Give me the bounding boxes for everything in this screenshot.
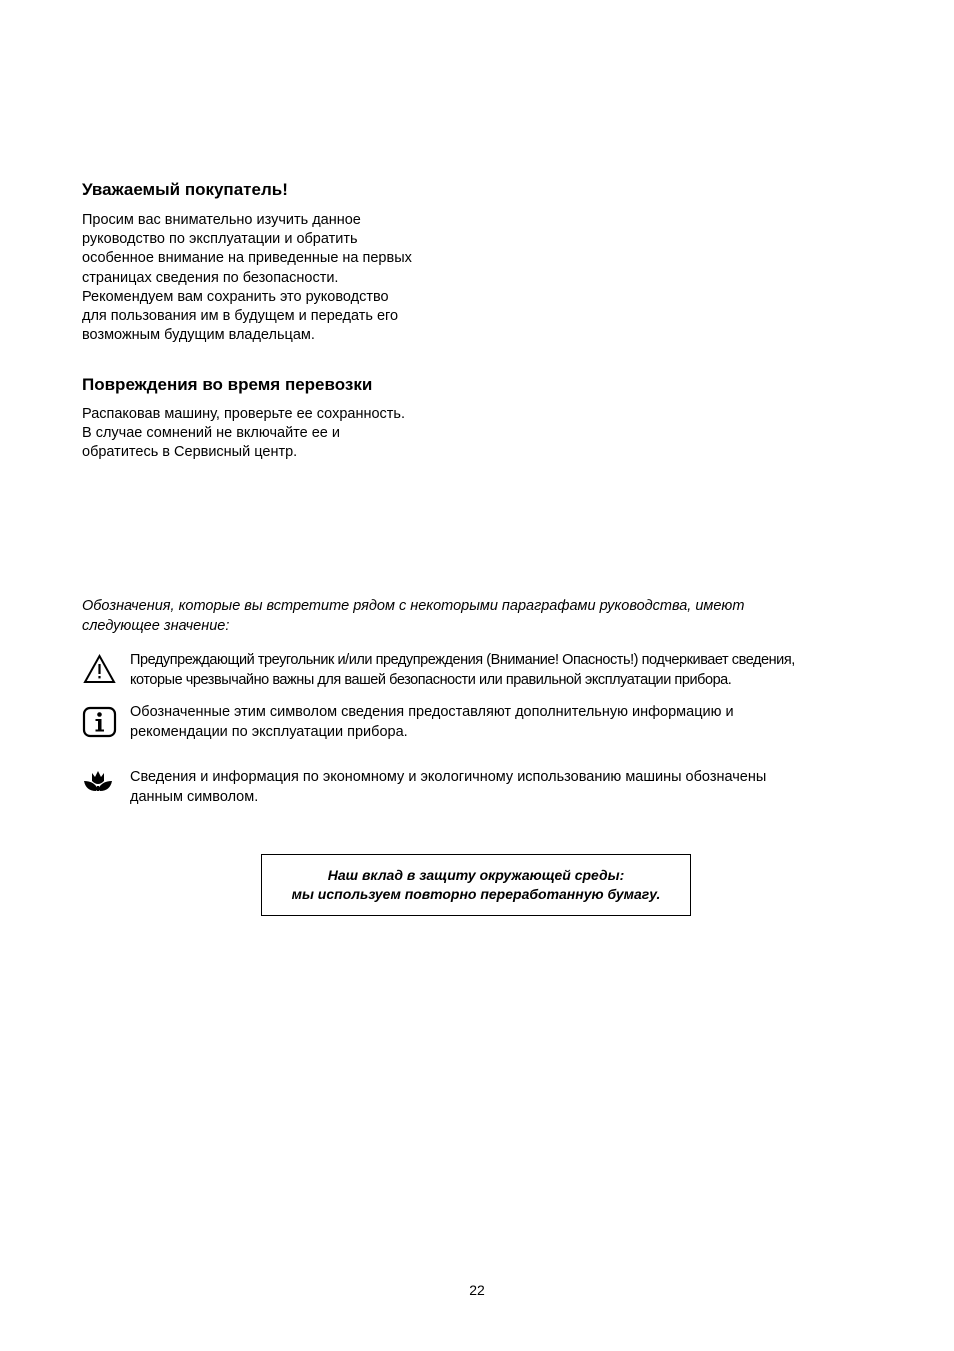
legend-item-text [130,650,795,690]
legend-item-line: которые чрезвычайно важны для вашей безопасности или правильной эксплуатации прибора. [130,672,732,688]
notice-line: мы используем повторно переработанную бумагу. [291,886,661,902]
page-number: 22 [469,1282,485,1298]
legend-item-line: рекомендации по эксплуатации прибора. [130,724,408,740]
legend-item-line: Сведения и информация по экономному и экологичному использованию машины обозначены [130,769,767,785]
info-icon [82,702,118,738]
transport-paragraph [82,405,405,463]
legend-intro [82,597,744,636]
section-transport [82,375,405,463]
customer-paragraph [82,211,412,345]
transport-line: обратитесь в Сервисный центр. [82,444,298,461]
legend-item-line: Предупреждающий треугольник и/или предупреждения (Внимание! Опасность!) подчеркивает сведения, [130,652,795,668]
legend-item-text [130,702,734,742]
customer-line: страницах сведения по безопасности. [82,269,339,286]
customer-line: руководство по эксплуатации и обратить [82,231,358,248]
transport-line: В случае сомнений не включайте ее и [82,425,340,442]
legend-item-text [130,767,766,807]
legend-item-line: Обозначенные этим символом сведения предоставляют дополнительную информацию и [130,704,734,720]
transport-line: Распаковав машину, проверьте ее сохранность. [82,406,406,422]
eco-flower-icon [82,767,118,803]
legend-intro-line: Обозначения, которые вы встретите рядом с некоторыми параграфами руководства, имеют [82,598,745,614]
legend-item-line: данным символом. [130,789,259,805]
customer-line: возможным будущим владельцам. [82,327,315,344]
section-customer [82,180,412,345]
customer-line: особенное внимание на приведенные на первых [82,250,412,267]
customer-line: Рекомендуем вам сохранить это руководство [82,288,389,305]
customer-line: для пользования им в будущем и передать его [82,308,399,325]
notice-line: Наш вклад в защиту окружающей среды: [327,867,625,883]
customer-heading: Уважаемый покупатель! [82,180,288,199]
legend-intro-line: следующее значение: [82,617,230,634]
warning-triangle-icon [82,650,118,686]
environment-notice-box [261,854,691,916]
transport-heading: Повреждения во время перевозки [82,375,373,394]
customer-line: Просим вас внимательно изучить данное [82,212,361,228]
